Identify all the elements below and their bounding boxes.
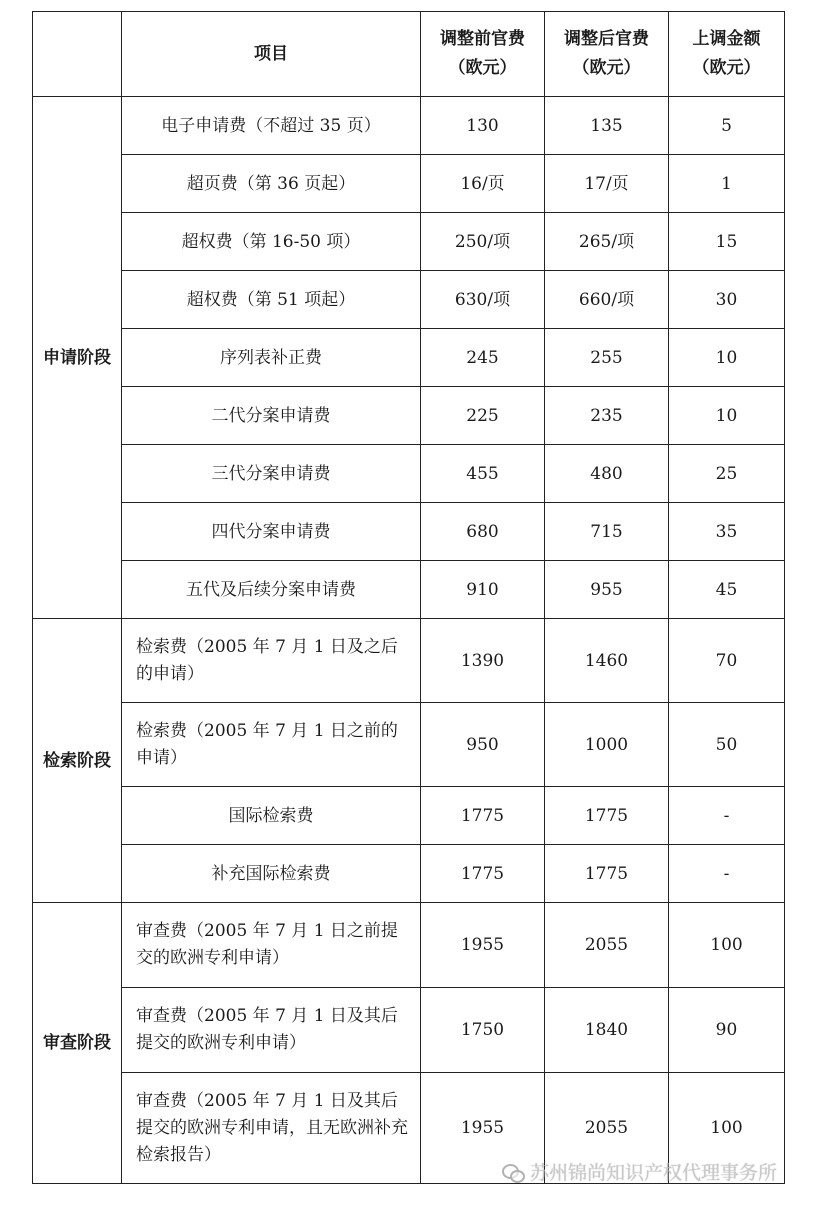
fee-after: 135 [545,97,669,155]
fee-increase: 10 [669,329,785,387]
table-row [33,619,785,703]
fee-increase: - [669,787,785,845]
fee-after: 1840 [545,988,669,1073]
fee-item: 审查费（2005 年 7 月 1 日及其后提交的欧洲专利申请） [122,988,421,1073]
fee-item: 五代及后续分案申请费 [122,561,421,619]
fee-after: 2055 [545,1073,669,1184]
table-row [33,787,785,845]
fee-before: 130 [421,97,545,155]
fee-increase: 1 [669,155,785,213]
fee-item: 补充国际检索费 [122,845,421,903]
table-row [33,155,785,213]
fee-item: 审查费（2005 年 7 月 1 日及其后提交的欧洲专利申请，且无欧洲补充检索报告） [122,1073,421,1184]
fee-before: 630/项 [421,271,545,329]
table-row [33,445,785,503]
fee-increase: 70 [669,619,785,703]
fee-increase: 50 [669,703,785,787]
table-row [33,97,785,155]
fee-item: 检索费（2005 年 7 月 1 日之前的申请） [122,703,421,787]
table-row [33,703,785,787]
fee-before: 1955 [421,903,545,988]
fee-before: 455 [421,445,545,503]
fee-before: 680 [421,503,545,561]
fee-after: 1775 [545,845,669,903]
fee-before: 1775 [421,845,545,903]
fee-before: 950 [421,703,545,787]
stage-application: 申请阶段 [33,97,122,619]
fee-increase: 35 [669,503,785,561]
table-row [33,988,785,1073]
stage-examination: 审查阶段 [33,903,122,1184]
fee-increase: 90 [669,988,785,1073]
table-row [33,271,785,329]
table-row [33,387,785,445]
fee-increase: 15 [669,213,785,271]
fee-after: 2055 [545,903,669,988]
fee-increase: 5 [669,97,785,155]
fee-item: 超页费（第 36 页起） [122,155,421,213]
fee-after: 660/项 [545,271,669,329]
stage-search: 检索阶段 [33,619,122,903]
fee-after: 715 [545,503,669,561]
table-row [33,329,785,387]
fee-increase: 45 [669,561,785,619]
fee-item: 二代分案申请费 [122,387,421,445]
fee-item: 序列表补正费 [122,329,421,387]
header-row [33,12,785,97]
table-row [33,503,785,561]
fee-after: 255 [545,329,669,387]
fee-after: 955 [545,561,669,619]
fee-increase: 25 [669,445,785,503]
fee-after: 1000 [545,703,669,787]
header-increase: 上调金额 （欧元） [669,12,785,97]
fee-increase: 30 [669,271,785,329]
fee-before: 1955 [421,1073,545,1184]
fee-after: 235 [545,387,669,445]
fee-before: 225 [421,387,545,445]
fee-before: 245 [421,329,545,387]
fee-before: 16/页 [421,155,545,213]
fee-increase: - [669,845,785,903]
fee-before: 1750 [421,988,545,1073]
fee-before: 910 [421,561,545,619]
fee-after: 1460 [545,619,669,703]
fee-item: 三代分案申请费 [122,445,421,503]
header-before: 调整前官费 （欧元） [421,12,545,97]
fee-increase: 10 [669,387,785,445]
fee-item: 国际检索费 [122,787,421,845]
fee-item: 超权费（第 16-50 项） [122,213,421,271]
fee-item: 审查费（2005 年 7 月 1 日之前提交的欧洲专利申请） [122,903,421,988]
table-row [33,903,785,988]
fee-table [32,11,785,1184]
header-item: 项目 [122,12,421,97]
table-row [33,561,785,619]
fee-after: 480 [545,445,669,503]
fee-item: 超权费（第 51 项起） [122,271,421,329]
fee-increase: 100 [669,903,785,988]
fee-item: 电子申请费（不超过 35 页） [122,97,421,155]
fee-after: 1775 [545,787,669,845]
header-after: 调整后官费 （欧元） [545,12,669,97]
fee-item: 检索费（2005 年 7 月 1 日及之后的申请） [122,619,421,703]
fee-increase: 100 [669,1073,785,1184]
fee-after: 265/项 [545,213,669,271]
table-row [33,213,785,271]
fee-before: 250/项 [421,213,545,271]
wechat-icon [502,1163,524,1181]
fee-after: 17/页 [545,155,669,213]
header-stage [33,12,122,97]
fee-before: 1390 [421,619,545,703]
fee-item: 四代分案申请费 [122,503,421,561]
watermark-text: 苏州锦尚知识产权代理事务所 [530,1162,778,1184]
fee-before: 1775 [421,787,545,845]
watermark [502,1158,777,1185]
table-row [33,845,785,903]
